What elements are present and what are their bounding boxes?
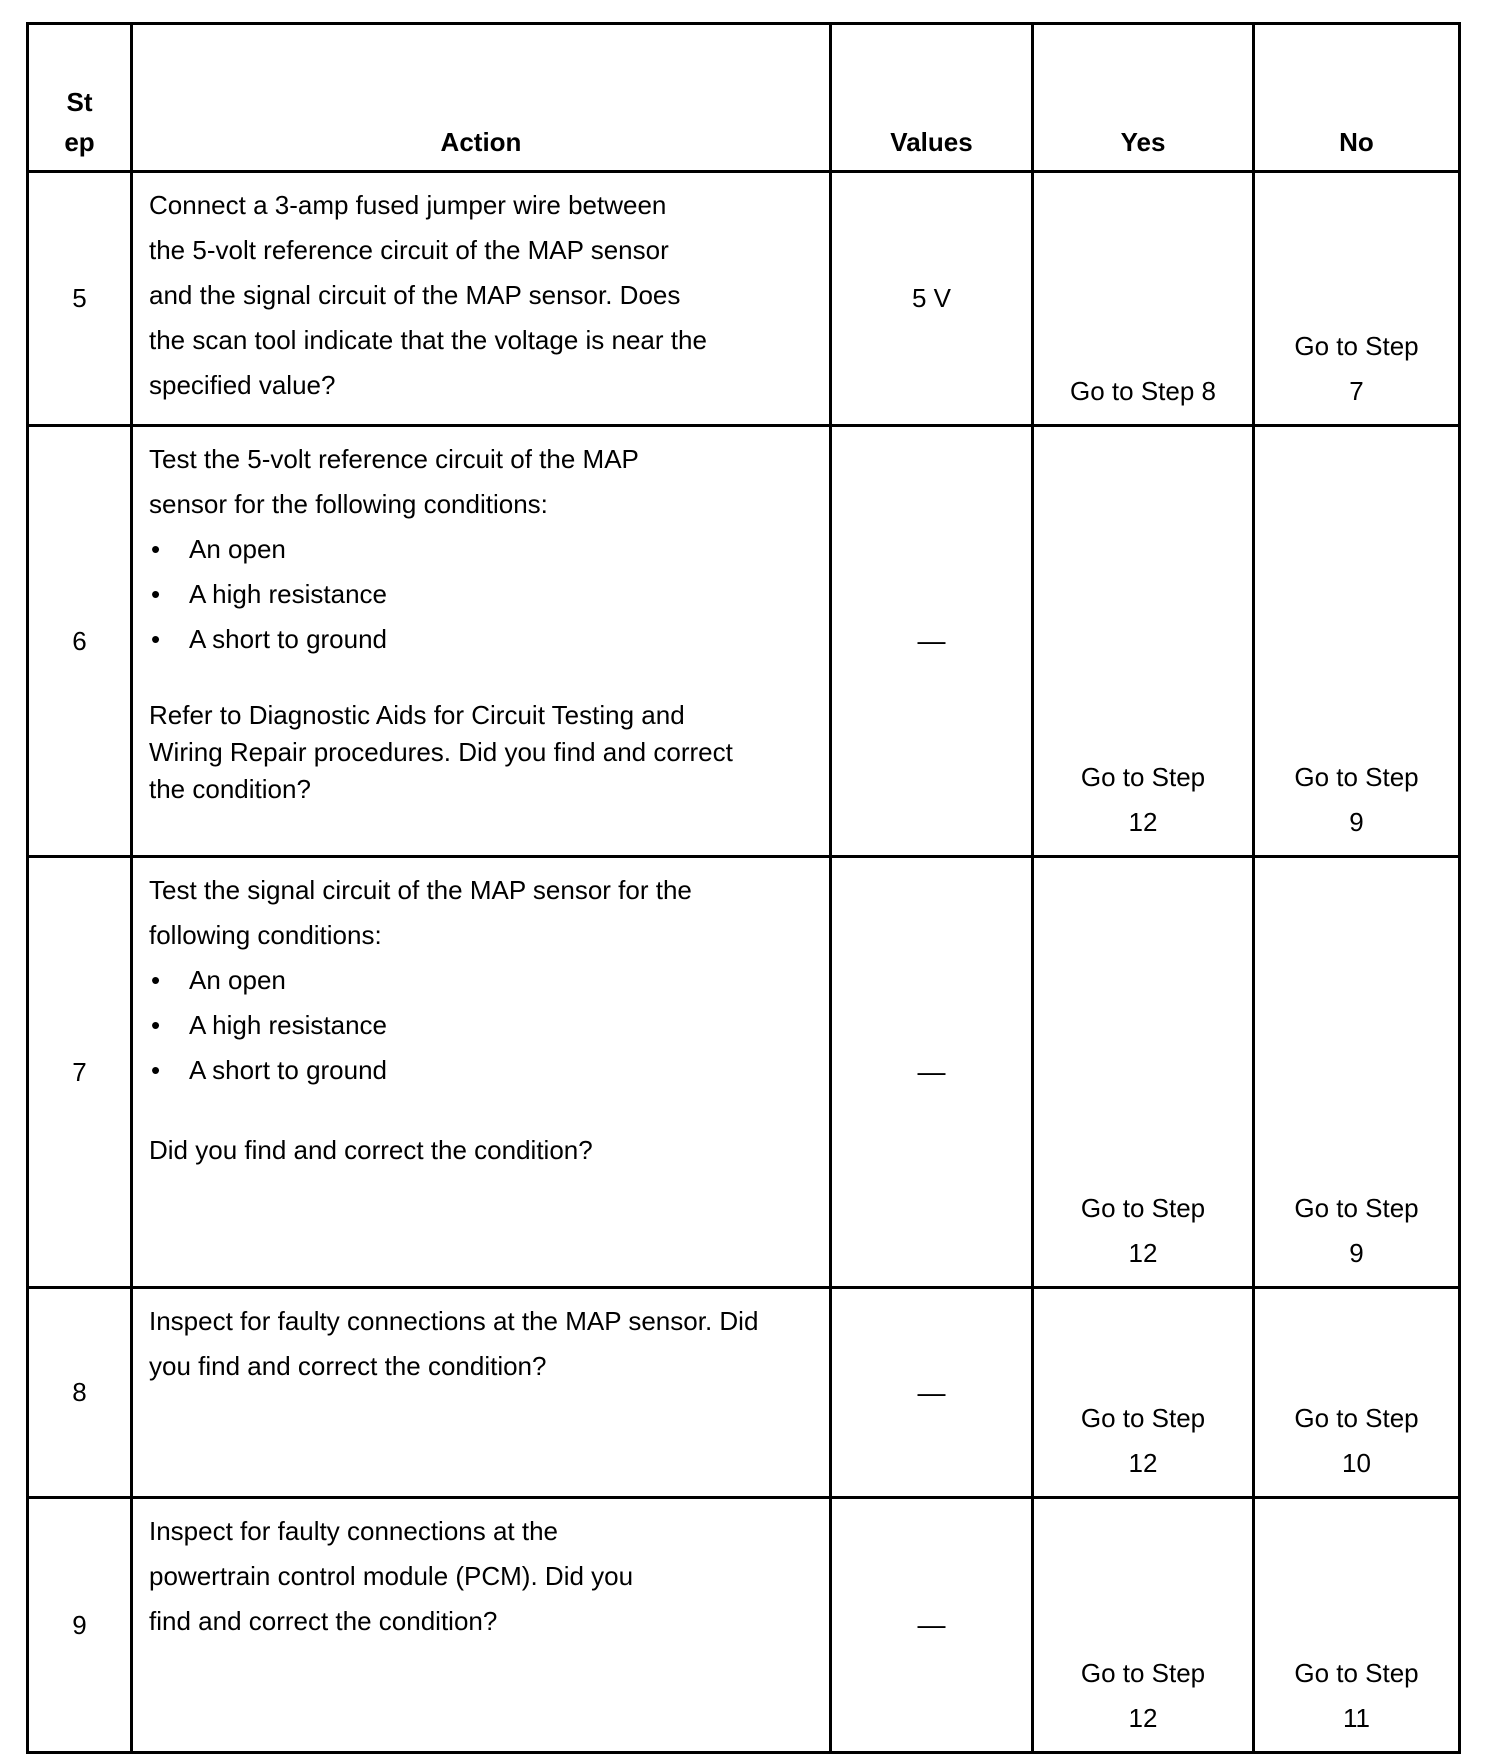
step-number: 9 xyxy=(28,1498,132,1753)
header-step: St ep xyxy=(28,24,132,172)
table-row xyxy=(28,1498,1460,1753)
condition-list xyxy=(149,527,813,662)
no-cell xyxy=(1254,1288,1460,1498)
value-cell: 5 V xyxy=(831,172,1033,426)
yes-cell xyxy=(1033,1288,1254,1498)
action-after: Did you find and correct the condition? xyxy=(149,1135,593,1165)
step-number: 5 xyxy=(28,172,132,426)
action-cell xyxy=(132,426,831,857)
no-link[interactable]: Go to Step 10 xyxy=(1294,1403,1419,1478)
diagnostic-table xyxy=(26,22,1461,1754)
action-cell xyxy=(132,857,831,1288)
header-yes: Yes xyxy=(1033,24,1254,172)
value-cell: — xyxy=(831,1498,1033,1753)
yes-cell xyxy=(1033,426,1254,857)
condition-list xyxy=(149,958,813,1093)
action-cell xyxy=(132,1288,831,1498)
header-row xyxy=(28,24,1460,172)
yes-link[interactable]: Go to Step 12 xyxy=(1080,1658,1206,1733)
table-row xyxy=(28,1288,1460,1498)
list-item: • An open xyxy=(149,958,813,1003)
no-link[interactable]: Go to Step 9 xyxy=(1294,1193,1419,1268)
no-link[interactable]: Go to Step 7 xyxy=(1294,331,1419,406)
yes-cell xyxy=(1033,1498,1254,1753)
yes-cell xyxy=(1033,857,1254,1288)
list-item: • A short to ground xyxy=(149,1048,813,1093)
table-row xyxy=(28,426,1460,857)
yes-link[interactable]: Go to Step 12 xyxy=(1080,1193,1206,1268)
yes-link[interactable]: Go to Step 12 xyxy=(1080,762,1206,837)
value-cell: — xyxy=(831,1288,1033,1498)
yes-cell xyxy=(1033,172,1254,426)
action-text: Connect a 3-amp fused jumper wire between the 5-volt reference circuit of the MAP sensor and the signal circuit of the MAP sensor. Does the scan tool indicate that the voltage is near the specified value? xyxy=(149,190,707,400)
header-no: No xyxy=(1254,24,1460,172)
step-number: 8 xyxy=(28,1288,132,1498)
action-cell xyxy=(132,172,831,426)
action-intro: Test the signal circuit of the MAP sensor for the following conditions: xyxy=(149,875,692,950)
list-item: • A high resistance xyxy=(149,572,813,617)
action-text: Inspect for faulty connections at the MAP sensor. Did you find and correct the condition? xyxy=(149,1306,759,1381)
action-after: Refer to Diagnostic Aids for Circuit Testing and Wiring Repair procedures. Did you find and correct the condition? xyxy=(149,700,733,804)
action-cell xyxy=(132,1498,831,1753)
step-number: 7 xyxy=(28,857,132,1288)
yes-link[interactable]: Go to Step 8 xyxy=(1070,376,1216,406)
list-item: • A short to ground xyxy=(149,617,813,662)
table-row xyxy=(28,172,1460,426)
no-link[interactable]: Go to Step 11 xyxy=(1294,1658,1419,1733)
header-values: Values xyxy=(831,24,1033,172)
no-cell xyxy=(1254,857,1460,1288)
yes-link[interactable]: Go to Step 12 xyxy=(1080,1403,1206,1478)
table-row xyxy=(28,857,1460,1288)
header-action: Action xyxy=(132,24,831,172)
no-link[interactable]: Go to Step 9 xyxy=(1294,762,1419,837)
list-item: • An open xyxy=(149,527,813,572)
no-cell xyxy=(1254,172,1460,426)
step-number: 6 xyxy=(28,426,132,857)
list-item: • A high resistance xyxy=(149,1003,813,1048)
no-cell xyxy=(1254,1498,1460,1753)
value-cell: — xyxy=(831,426,1033,857)
action-text: Inspect for faulty connections at the powertrain control module (PCM). Did you find and correct the condition? xyxy=(149,1516,634,1636)
action-intro: Test the 5-volt reference circuit of the MAP sensor for the following conditions: xyxy=(149,444,639,519)
value-cell: — xyxy=(831,857,1033,1288)
no-cell xyxy=(1254,426,1460,857)
